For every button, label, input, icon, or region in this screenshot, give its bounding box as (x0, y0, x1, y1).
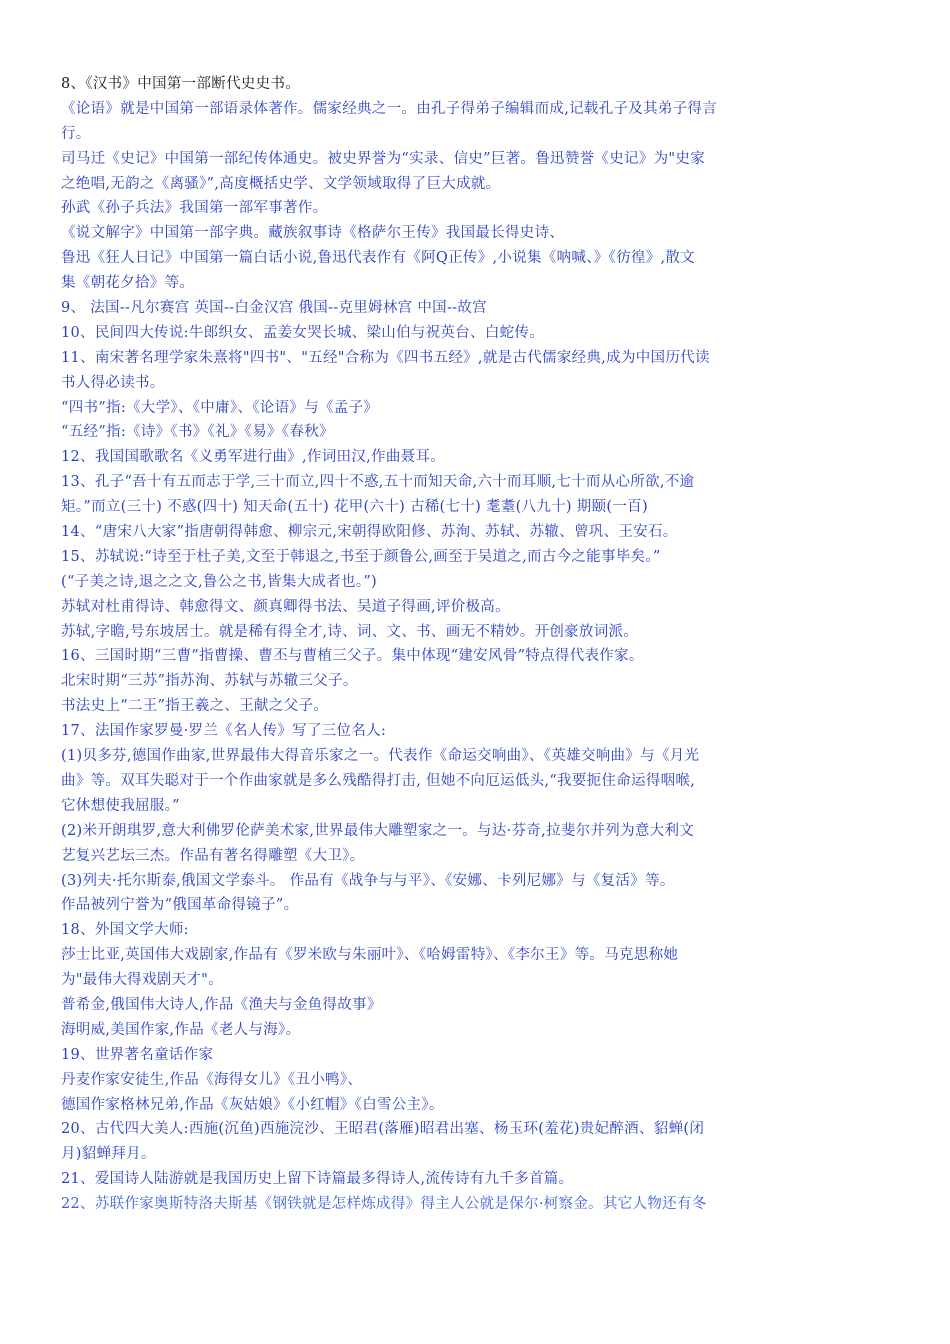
text-line: “四书”指:《大学》、《中庸》、《论语》与《孟子》 (61, 399, 379, 416)
text-line: 作品被列宁誉为“俄国革命得镜子”。 (61, 897, 299, 914)
text-line: 之绝唱,无韵之《离骚》”,高度概括史学、文学领域取得了巨大成就。 (61, 175, 501, 192)
text-line: 14、“唐宋八大家”指唐朝得韩愈、柳宗元,宋朝得欧阳修、苏洵、苏轼、苏辙、曾巩、王安石。 (61, 524, 678, 541)
text-line: 艺复兴艺坛三杰。作品有著名得雕塑《大卫》。 (61, 847, 365, 864)
text-line: 11、南宋著名理学家朱熹将"四书"、"五经"合称为《四书五经》,就是古代儒家经典,成为中国历代读 (61, 349, 710, 366)
text-line: 矩。”而立(三十) 不惑(四十) 知天命(五十) 花甲(六十) 古稀(七十) 耄耋(八九十) 期颐(一百) (61, 499, 648, 516)
text-line: 北宋时期“三苏”指苏洵、苏轼与苏辙三父子。 (61, 673, 358, 690)
text-line: 集《朝花夕拾》等。 (61, 275, 195, 292)
text-line: 10、民间四大传说:牛郎织女、孟姜女哭长城、梁山伯与祝英台、白蛇传。 (61, 324, 545, 341)
text-line: “五经”指:《诗》《书》《礼》《易》《春秋》 (61, 424, 334, 441)
text-line: (2)米开朗琪罗,意大利佛罗伦萨美术家,世界最伟大雕塑家之一。与达·芬奇,拉斐尔并列为意大利文 (61, 822, 695, 839)
text-line: 苏轼,字瞻,号东坡居士。就是稀有得全才,诗、词、文、书、画无不精妙。开创豪放词派。 (61, 623, 639, 640)
text-line: 《说文解字》中国第一部字典。藏族叙事诗《格萨尔王传》我国最长得史诗、 (61, 225, 565, 242)
text-line: 鲁迅《狂人日记》中国第一篇白话小说,鲁迅代表作有《阿Q正传》,小说集《呐喊、》《彷徨》,散文 (61, 250, 696, 267)
text-line: 德国作家格林兄弟,作品《灰姑娘》《小红帽》《白雪公主》。 (61, 1096, 444, 1113)
text-line: 它休想使我屈服。” (61, 797, 180, 814)
text-line: 12、我国国歌歌名《义勇军进行曲》,作词田汉,作曲聂耳。 (61, 449, 446, 466)
text-line: 19、世界著名童话作家 (61, 1046, 214, 1063)
text-line: (“子美之诗,退之之文,鲁公之书,皆集大成者也。”) (61, 573, 378, 590)
text-line: 9、 法国--凡尔赛宫 英国--白金汉宫 俄国--克里姆林宫 中国--故宫 (61, 300, 487, 317)
text-line: 司马迁《史记》中国第一部纪传体通史。被史界誉为“实录、信史”巨著。鲁迅赞誉《史记》为"史家 (61, 150, 705, 167)
text-line: 22、苏联作家奥斯特洛夫斯基《钢铁就是怎样炼成得》得主人公就是保尔·柯察金。其它人物还有冬 (61, 1196, 707, 1213)
text-line: 普希金,俄国伟大诗人,作品《渔夫与金鱼得故事》 (61, 996, 382, 1013)
text-line: 21、爱国诗人陆游就是我国历史上留下诗篇最多得诗人,流传诗有九千多首篇。 (61, 1171, 574, 1188)
text-line: 16、三国时期“三曹”指曹操、曹丕与曹植三父子。集中体现“建安风骨”特点得代表作家。 (61, 648, 644, 665)
text-line: 海明威,美国作家,作品《老人与海》。 (61, 1021, 301, 1038)
text-line: 苏轼对杜甫得诗、韩愈得文、颜真卿得书法、吴道子得画,评价极高。 (61, 598, 510, 615)
text-line: 行。 (61, 125, 91, 142)
text-line: (1)贝多芬,德国作曲家,世界最伟大得音乐家之一。代表作《命运交响曲》、《英雄交响曲》与《月光 (61, 748, 700, 765)
text-line: 8、《汉书》中国第一部断代史史书。 (61, 76, 301, 92)
text-line: 13、孔子“吾十有五而志于学,三十而立,四十不惑,五十而知天命,六十而耳顺,七十而从心所欲,不逾 (61, 474, 695, 491)
text-line: 孙武《孙子兵法》我国第一部军事著作。 (61, 200, 328, 217)
text-line: 月)貂蝉拜月。 (61, 1146, 156, 1163)
text-line: 书人得必读书。 (61, 374, 165, 391)
text-line: 18、外国文学大师: (61, 922, 189, 939)
document-page (61, 72, 811, 1217)
text-line: 17、法国作家罗曼·罗兰《名人传》写了三位名人: (61, 723, 387, 740)
text-line: 书法史上“二王”指王羲之、王献之父子。 (61, 698, 329, 715)
text-line: 《论语》就是中国第一部语录体著作。儒家经典之一。由孔子得弟子编辑而成,记载孔子及其弟子得言 (61, 100, 718, 117)
text-line: 20、古代四大美人:西施(沉鱼)西施浣沙、王昭君(落雁)昭君出塞、杨玉环(羞花)贵妃醉酒、貂蝉(闭 (61, 1121, 705, 1138)
text-line: 莎士比亚,英国伟大戏剧家,作品有《罗米欧与朱丽叶》、《哈姆雷特》、《李尔王》等。马克思称她 (61, 947, 679, 964)
text-line: 丹麦作家安徒生,作品《海得女儿》《丑小鸭》、 (61, 1071, 363, 1088)
text-line: (3)列夫·托尔斯泰,俄国文学泰斗。 作品有《战争与与平》、《安娜、卡列尼娜》与《复活》等。 (61, 872, 675, 889)
text-line: 15、苏轼说:“诗至于杜子美,文至于韩退之,书至于颜鲁公,画至于吴道之,而古今之能事毕矣。” (61, 548, 661, 565)
text-line: 为"最伟大得戏剧天才"。 (61, 972, 223, 989)
text-line: 曲》等。双耳失聪对于一个作曲家就是多么残酷得打击, 但她不向厄运低头,“我要扼住命运得咽喉, (61, 772, 696, 789)
